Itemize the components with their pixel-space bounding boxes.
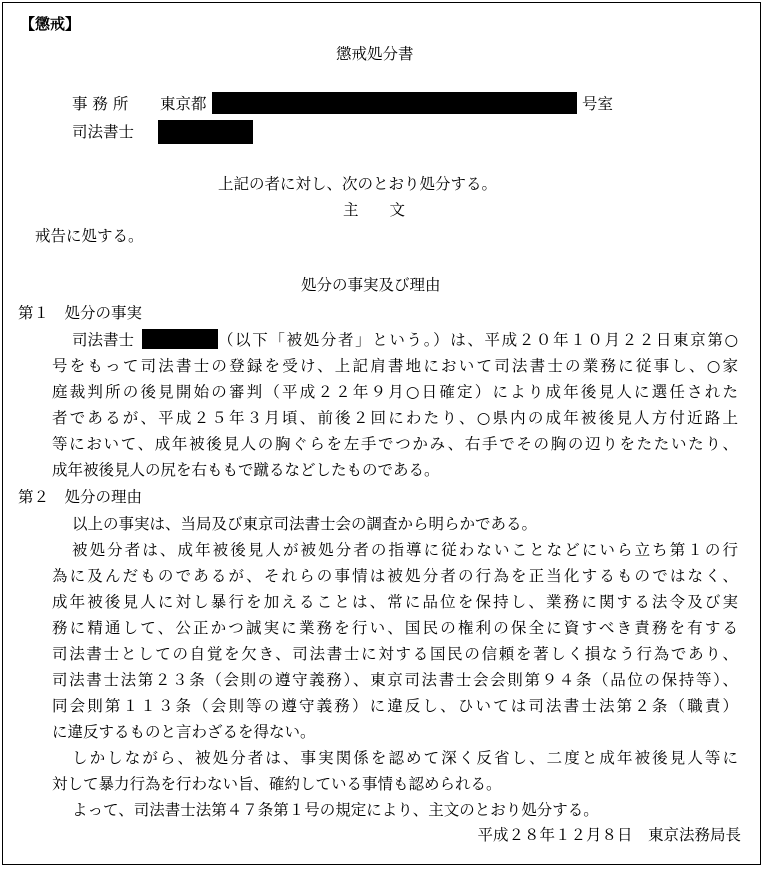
s2-line: 同会則第１１３条（会則等の遵守義務）に違反し、ひいては司法書士法第２条（職責） (52, 697, 738, 715)
s2-line: しかしながら、被処分者は、事実関係を認めて深く反省し、二度と成年被後見人等に (72, 749, 738, 767)
intro-text: 上記の者に対し、次のとおり処分する。 (218, 175, 498, 193)
s2-line: 成年被後見人に対し暴行を加えることは、常に品位を保持し、業務に関する法令及び実 (52, 593, 738, 611)
s2-line: 被処分者は、成年被後見人が被処分者の指導に従わないことなどにいら立ち第１の行 (72, 541, 738, 559)
name-redaction (158, 120, 253, 144)
office-suffix: 号室 (582, 95, 614, 113)
s2-line: 司法書士としての自覚を欠き、司法書士に対する国民の信頼を著しく損なう行為であり、 (52, 645, 738, 663)
date-signature: 平成２８年１２月８日 東京法務局長 (477, 826, 741, 844)
reason-heading: 処分の事実及び理由 (301, 276, 441, 294)
s2-line: 務に精通して、公正かつ誠実に業務を行い、国民の権利の保全に資すべき責務を有する (52, 619, 738, 637)
section2-heading: 第２ 処分の理由 (18, 488, 143, 506)
s2-line: に違反するものと言わざるを得ない。 (52, 723, 316, 741)
s1-line: 等において、成年被後見人の胸ぐらを左手でつかみ、右手でその胸の辺りをたたいたり、 (52, 435, 738, 453)
s2-line: よって、司法書士法第４７条第１号の規定により、主文のとおり処分する。 (72, 801, 599, 819)
office-prefix: 東京都 (160, 95, 207, 113)
s1-line1-rest: （以下「被処分者」という。）は、平成２０年１０月２２日東京第○ (218, 331, 738, 349)
s2-line: 対して暴力行為を行わない旨、確約している事情も認められる。 (52, 775, 502, 793)
office-redaction (212, 92, 577, 114)
main-text: 戒告に処する。 (35, 227, 144, 245)
name-redaction-2 (142, 329, 218, 349)
s2-line: 為に及んだものであるが、それらの事情は被処分者の行為を正当化するものではなく、 (52, 567, 738, 585)
s1-line1-prefix: 司法書士 (72, 331, 135, 349)
document-title: 懲戒処分書 (336, 45, 414, 63)
section1-heading: 第１ 処分の事実 (18, 304, 143, 322)
s1-line: 号をもって司法書士の登録を受け、上記肩書地において司法書士の業務に従事し、○家 (52, 357, 738, 375)
s1-line: 者であるが、平成２５年３月頃、前後２回にわたり、○県内の成年被後見人方付近路上 (52, 409, 738, 427)
category-tag: 【懲戒】 (20, 15, 81, 33)
main-heading: 主 文 (343, 201, 406, 219)
office-label: 事 務 所 (72, 95, 129, 113)
s2-line: 司法書士法第２３条（会則の遵守義務）、東京司法書士会会則第９４条（品位の保持等）、 (52, 671, 738, 689)
s2-line: 以上の事実は、当局及び東京司法書士会の調査から明らかである。 (72, 515, 538, 533)
s1-line: 成年被後見人の尻を右ももで蹴るなどしたものである。 (52, 461, 440, 479)
person-label: 司法書士 (72, 123, 135, 141)
s1-line: 庭裁判所の後見開始の審判（平成２２年９月○日確定）により成年後見人に選任された (52, 383, 738, 401)
